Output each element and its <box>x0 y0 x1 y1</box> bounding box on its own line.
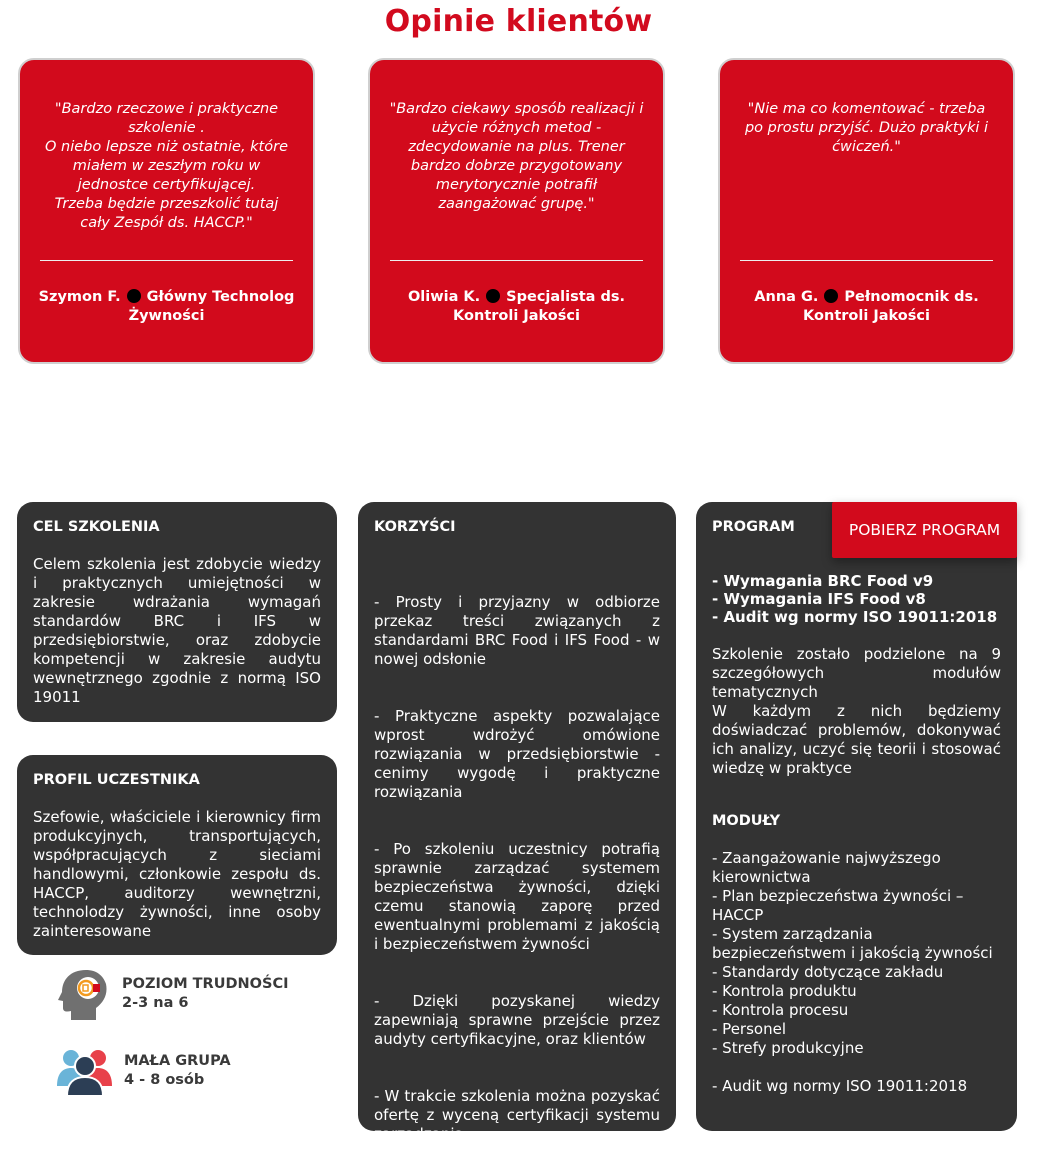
modules-list: - Zaangażowanie najwyższego kierownictwa - Plan bezpieczeństwa żywności – HACCP - System zarządzania bezpieczeństwem i jakością żywności - Standardy dotyczące zakładu - Kontrola produktu - Kontrola procesu - Personel - Strefy produkcyjne - Audit wg normy ISO 19011:2018 <box>712 849 993 1095</box>
head-lightbulb-icon <box>56 968 112 1020</box>
testimonial-card <box>718 58 1015 364</box>
people-group-icon <box>56 1046 114 1096</box>
author-role: Specjalista ds. Kontroli Jakości <box>453 289 626 324</box>
profile-text: Szefowie, właściciele i kierownicy firm produkcyjnych, transportujących, współpracujących z sieciami handlowymi, członkowie zespołu ds. HACCP, auditorzy wewnętrzni, technolodzy żywności, inne osoby zainteresowane <box>33 808 321 940</box>
program-panel <box>696 502 1017 1131</box>
benefit-item: - Po szkoleniu uczestnicy potrafią sprawnie zarządzać systemem bezpieczeństwa żywności, dzięki czemu stanowią zaporę przed ewentualnymi problemami z jakością i bezpieczeństwem żywności <box>374 840 660 953</box>
goal-heading: CEL SZKOLENIA <box>33 519 160 535</box>
author-name: Szymon F. <box>38 289 121 305</box>
divider <box>390 260 643 261</box>
benefits-panel <box>358 502 676 1143</box>
testimonial-quote: "Bardzo rzeczowe i praktyczne szkolenie . O niebo lepsze niż ostatnie, które miałem w zeszłym roku w jednostce certyfikującej. Trzeba będzie przeszkolić tutaj cały Zespół ds. HACCP." <box>44 101 288 231</box>
testimonial-author <box>734 288 999 326</box>
group-text <box>124 1052 231 1090</box>
testimonials-title: Opinie klientów <box>384 4 653 39</box>
difficulty-feature <box>56 968 288 1020</box>
profile-heading: PROFIL UCZESTNIKA <box>33 772 200 788</box>
difficulty-text <box>122 975 288 1013</box>
author-role: Główny Technolog Żywności <box>128 289 295 324</box>
benefit-item: - W trakcie szkolenia można pozyskać ofertę z wyceną certyfikacji systemu zarządzania <box>374 1087 660 1143</box>
benefit-item: - Praktyczne aspekty pozwalające wprost wdrożyć omówione rozwiązania w przedsiębiorstwie - cenimy wygodę i praktyczne rozwiązania <box>374 707 660 801</box>
difficulty-value: 2-3 na 6 <box>122 995 189 1011</box>
program-highlights: - Wymagania BRC Food v9 - Wymagania IFS Food v8 - Audit wg normy ISO 19011:2018 <box>712 572 998 626</box>
testimonial-quote: "Nie ma co komentować - trzeba po prostu przyjść. Dużo praktyki i ćwiczeń." <box>744 101 989 155</box>
group-label: MAŁA GRUPA <box>124 1053 231 1069</box>
group-value: 4 - 8 osób <box>124 1072 205 1088</box>
bullet-dot-icon <box>486 289 500 303</box>
benefits-list <box>374 574 660 1163</box>
author-role: Pełnomocnik ds. Kontroli Jakości <box>803 289 979 324</box>
bullet-dot-icon <box>127 289 141 303</box>
bullet-dot-icon <box>824 289 838 303</box>
program-heading: PROGRAM <box>712 519 795 535</box>
testimonial-author <box>34 288 299 326</box>
program-description: Szkolenie zostało podzielone na 9 szczegółowych modułów tematycznych W każdym z nich będziemy doświadczać problemów, dokonywać ich analizy, uczyć się teorii i stosować wiedzę w praktyce <box>712 645 1001 777</box>
author-name: Anna G. <box>754 289 819 305</box>
group-feature <box>56 1046 231 1096</box>
divider <box>740 260 993 261</box>
testimonial-card <box>18 58 315 364</box>
testimonial-card <box>368 58 665 364</box>
difficulty-label: POZIOM TRUDNOŚCI <box>122 976 289 992</box>
download-program-button[interactable]: POBIERZ PROGRAM <box>832 502 1017 558</box>
benefits-heading: KORZYŚCI <box>374 519 456 535</box>
testimonial-quote: "Bardzo ciekawy sposób realizacji i użycie różnych metod - zdecydowanie na plus. Trener bardzo dobrze przygotowany merytorycznie potrafił zaangażować grupę." <box>389 101 644 212</box>
goal-panel <box>17 502 337 722</box>
author-name: Oliwia K. <box>407 289 481 305</box>
divider <box>40 260 293 261</box>
benefit-item: - Dzięki pozyskanej wiedzy zapewniają sprawne przejście przez audyty certyfikacyjne, oraz klientów <box>374 992 660 1048</box>
profile-panel <box>17 755 337 955</box>
benefit-item: - Prosty i przyjazny w odbiorze przekaz treści związanych z standardami BRC Food i IFS Food - w nowej odsłonie <box>374 593 660 668</box>
modules-heading: MODUŁY <box>712 813 781 829</box>
goal-text: Celem szkolenia jest zdobycie wiedzy i praktycznych umiejętności w zakresie wdrażania wymagań standardów BRC i IFS w przedsiębiorstwie, oraz zdobycie kompetencji w zakresie audytu wewnętrznego zgodnie z normą ISO 19011 <box>33 555 321 706</box>
testimonial-author <box>384 288 649 326</box>
